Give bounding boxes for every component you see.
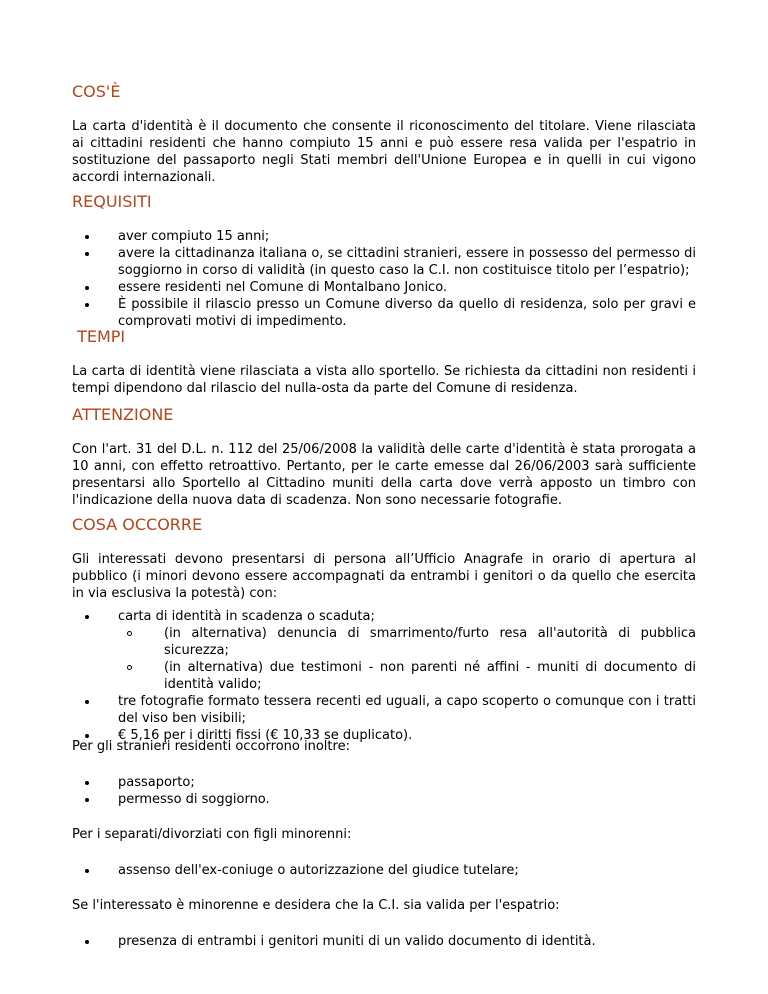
list-item: avere la cittadinanza italiana o, se cittadini stranieri, essere in possesso del permesso di soggiorno in corso di validità (in questo caso la C.I. non costituisce titolo per l’espatrio); [72, 245, 696, 279]
paragraph-separati: Per i separati/divorziati con figli minorenni: [72, 827, 352, 842]
sub-list-item: (in alternativa) due testimoni - non parenti né affini - muniti di documento di identità valido; [118, 659, 696, 693]
paragraph-minorenne: Se l'interessato è minorenne e desidera che la C.I. sia valida per l'espatrio: [72, 898, 560, 913]
paragraph-tempi: La carta di identità viene rilasciata a vista allo sportello. Se richiesta da cittadini non residenti i tempi dipendono dal rilascio del nulla-osta da parte del Comune di residenza. [72, 364, 696, 396]
sub-list-item: (in alternativa) denuncia di smarrimento/furto resa all'autorità di pubblica sicurezza; [118, 625, 696, 659]
list-item: € 5,16 per i diritti fissi (€ 10,33 se duplicato). [72, 727, 696, 744]
paragraph-stranieri: Per gli stranieri residenti occorrono inoltre: [72, 739, 350, 754]
heading-attenzione: ATTENZIONE [72, 405, 174, 424]
list-item: passaporto; [72, 774, 696, 791]
list-item: assenso dell'ex-coniuge o autorizzazione del giudice tutelare; [72, 862, 696, 879]
list-item: carta di identità in scadenza o scaduta; [72, 608, 696, 625]
list-item: permesso di soggiorno. [72, 791, 696, 808]
list-item: essere residenti nel Comune di Montalbano Jonico. [72, 279, 696, 296]
list-minorenne [72, 933, 696, 950]
paragraph-cosa-occorre-intro: Gli interessati devono presentarsi di persona all’Ufficio Anagrafe in orario di apertura al pubblico (i minori devono essere accompagnati da entrambi i genitori o da quello che esercita in via esclusiva la potestà) con: [72, 552, 696, 601]
paragraph-cose: La carta d'identità è il documento che consente il riconoscimento del titolare. Viene rilasciata ai cittadini residenti che hanno compiuto 15 anni e può essere resa valida per l'espatrio in sostituzione del passaporto negli Stati membri dell'Unione Europea e in quelli in cui vigono accordi internazionali. [72, 119, 696, 185]
list-stranieri [72, 774, 696, 808]
list-separati [72, 862, 696, 879]
list-item: tre fotografie formato tessera recenti ed uguali, a capo scoperto o comunque con i tratti del viso ben visibili; [72, 693, 696, 727]
list-item: presenza di entrambi i genitori muniti di un valido documento di identità. [72, 933, 696, 950]
heading-cose: COS'È [72, 82, 121, 101]
heading-tempi: TEMPI [72, 327, 126, 346]
heading-requisiti: REQUISITI [72, 192, 152, 211]
list-cosa-occorre [72, 608, 696, 744]
heading-cosa-occorre: COSA OCCORRE [72, 515, 203, 534]
list-requisiti [72, 228, 696, 330]
list-item: aver compiuto 15 anni; [72, 228, 696, 245]
list-item: È possibile il rilascio presso un Comune diverso da quello di residenza, solo per gravi e comprovati motivi di impedimento. [72, 296, 696, 330]
paragraph-attenzione: Con l'art. 31 del D.L. n. 112 del 25/06/2008 la validità delle carte d'identità è stata prorogata a 10 anni, con effetto retroattivo. Pertanto, per le carte emesse dal 26/06/2003 sarà sufficiente presentarsi allo Sportello al Cittadino muniti della carta dove verrà apposto un timbro con l'indicazione della nuova data di scadenza. Non sono necessarie fotografie. [72, 442, 696, 508]
